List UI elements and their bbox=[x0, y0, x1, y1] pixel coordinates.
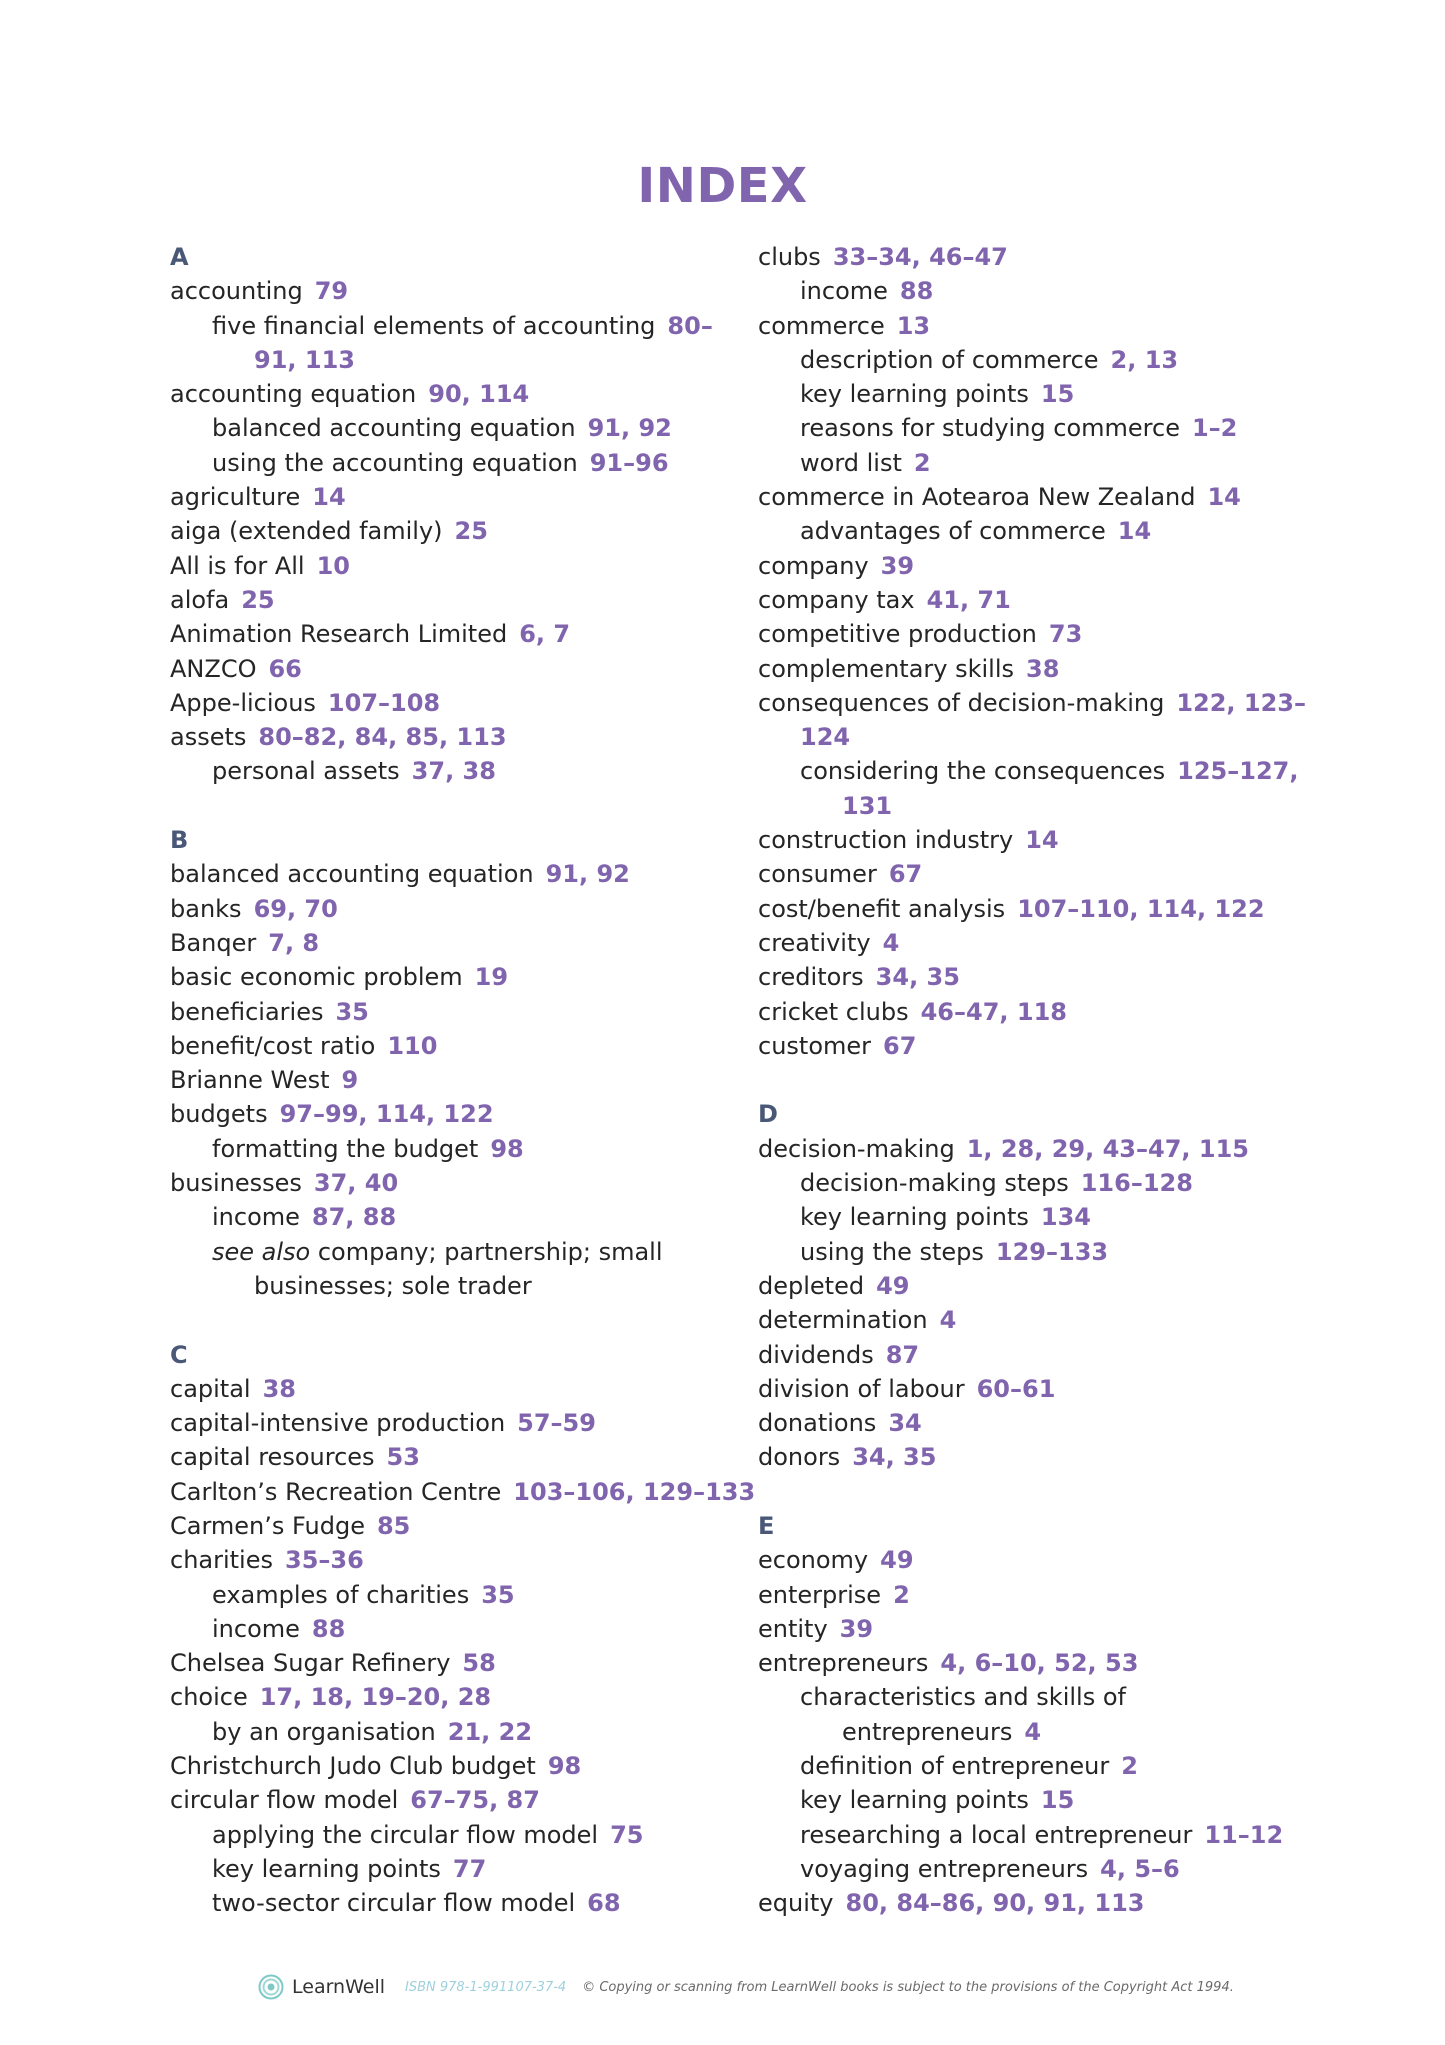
index-entry-pages: 80–82, 84, 85, 113 bbox=[258, 723, 507, 752]
index-entry bbox=[758, 343, 1318, 377]
index-entry-term: businesses bbox=[170, 1169, 302, 1198]
section-spacer bbox=[758, 1063, 1318, 1097]
index-entry-pages: 69, 70 bbox=[253, 894, 338, 923]
index-entry-term: businesses; sole trader bbox=[254, 1271, 532, 1300]
index-entry-continuation bbox=[758, 720, 1318, 754]
index-entry-term: word list bbox=[800, 448, 902, 477]
index-entry-pages: 19 bbox=[474, 963, 509, 992]
index-entry-term: cricket clubs bbox=[758, 997, 909, 1026]
index-entry bbox=[170, 1097, 740, 1131]
index-entry bbox=[758, 960, 1318, 994]
index-entry-term: balanced accounting equation bbox=[170, 860, 534, 889]
index-entry-term: balanced accounting equation bbox=[212, 414, 576, 443]
index-entry-pages: 34 bbox=[888, 1409, 922, 1438]
index-entry-pages: 34, 35 bbox=[852, 1443, 937, 1472]
index-entry bbox=[170, 1818, 740, 1852]
index-entry bbox=[170, 1852, 740, 1886]
page-title: INDEX bbox=[637, 158, 808, 214]
index-entry-pages: 2 bbox=[1121, 1752, 1138, 1781]
index-entry-term: decision-making bbox=[758, 1134, 955, 1163]
index-entry bbox=[170, 1680, 740, 1714]
index-entry-term: aiga (extended family) bbox=[170, 517, 443, 546]
index-entry-term: donors bbox=[758, 1443, 841, 1472]
index-entry bbox=[170, 1132, 740, 1166]
index-entry-pages: 35 bbox=[335, 997, 369, 1026]
section-spacer bbox=[170, 789, 740, 823]
index-entry-pages: 2 bbox=[893, 1580, 910, 1609]
index-entry-term: income bbox=[800, 277, 888, 306]
index-entry bbox=[758, 1578, 1318, 1612]
index-entry-pages: 125–127, bbox=[1177, 757, 1299, 786]
index-entry-term: assets bbox=[170, 723, 247, 752]
index-entry bbox=[758, 686, 1318, 720]
index-entry bbox=[170, 411, 740, 445]
index-entry bbox=[170, 583, 740, 617]
index-entry bbox=[758, 1269, 1318, 1303]
section-spacer bbox=[170, 1303, 740, 1337]
index-entry-term: Banqer bbox=[170, 928, 257, 957]
index-entry bbox=[758, 892, 1318, 926]
index-entry bbox=[758, 1818, 1318, 1852]
index-entry-pages: 21, 22 bbox=[447, 1717, 533, 1746]
index-entry-term: creditors bbox=[758, 963, 864, 992]
index-entry-pages: 25 bbox=[454, 517, 488, 546]
section-letter: A bbox=[170, 243, 189, 271]
index-entry-pages: 131 bbox=[842, 791, 893, 820]
index-entry-term: income bbox=[212, 1203, 300, 1232]
index-entry-pages: 80, 84–86, 90, 91, 113 bbox=[845, 1889, 1145, 1918]
index-entry-pages: 17, 18, 19–20, 28 bbox=[259, 1683, 492, 1712]
index-entry bbox=[170, 1200, 740, 1234]
index-entry-term: key learning points bbox=[800, 380, 1029, 409]
section-letter: D bbox=[758, 1100, 778, 1129]
index-entry-pages: 37, 38 bbox=[411, 757, 496, 786]
index-entry-term: Brianne West bbox=[170, 1066, 330, 1095]
index-entry-term: cost/benefit analysis bbox=[758, 894, 1006, 923]
index-entry bbox=[170, 1029, 740, 1063]
index-entry-term: Carmen’s Fudge bbox=[170, 1511, 365, 1540]
index-entry-term: consumer bbox=[758, 860, 877, 889]
index-entry bbox=[758, 549, 1318, 583]
index-entry-term: division of labour bbox=[758, 1374, 965, 1403]
index-entry-pages: 39 bbox=[839, 1614, 874, 1643]
index-entry-pages: 39 bbox=[880, 551, 915, 580]
index-entry-term: customer bbox=[758, 1031, 872, 1060]
index-entry bbox=[758, 411, 1318, 445]
index-entry-pages: 1, 28, 29, 43–47, 115 bbox=[966, 1134, 1249, 1163]
index-entry bbox=[758, 309, 1318, 343]
index-entry bbox=[758, 1406, 1318, 1440]
index-entry-pages: 49 bbox=[876, 1271, 910, 1300]
index-entry-term: determination bbox=[758, 1306, 928, 1335]
index-entry bbox=[170, 686, 740, 720]
index-entry-pages: 57–59 bbox=[517, 1409, 596, 1438]
index-entry bbox=[758, 1338, 1318, 1372]
index-entry-pages: 88 bbox=[311, 1614, 346, 1643]
index-entry bbox=[170, 1715, 740, 1749]
index-entry-pages: 85 bbox=[376, 1511, 411, 1540]
index-entry-term: Animation Research Limited bbox=[170, 620, 508, 649]
section-letter: C bbox=[170, 1340, 188, 1369]
index-entry-pages: 10 bbox=[316, 551, 350, 580]
index-entry-term: economy bbox=[758, 1546, 869, 1575]
index-entry-term: consequences of decision-making bbox=[758, 688, 1165, 717]
index-entry bbox=[170, 446, 740, 480]
index-entry-pages: 4 bbox=[882, 928, 900, 957]
index-entry-pages: 90, 114 bbox=[428, 380, 530, 409]
index-entry bbox=[758, 1680, 1318, 1714]
index-entry-pages: 38 bbox=[262, 1374, 296, 1403]
index-entry bbox=[170, 274, 740, 308]
index-entry bbox=[170, 1372, 740, 1406]
index-entry bbox=[758, 274, 1318, 308]
index-entry-pages: 4, 6–10, 52, 53 bbox=[940, 1649, 1139, 1678]
index-entry-pages: 49 bbox=[880, 1546, 914, 1575]
index-entry-term: equity bbox=[758, 1889, 834, 1918]
index-entry-pages: 116–128 bbox=[1080, 1169, 1193, 1198]
index-entry-term: benefit/cost ratio bbox=[170, 1031, 376, 1060]
page-footer bbox=[258, 1970, 1234, 2004]
index-entry-term: depleted bbox=[758, 1271, 865, 1300]
index-entry bbox=[170, 720, 740, 754]
index-entry-pages: 66 bbox=[268, 654, 302, 683]
index-entry-term: personal assets bbox=[212, 757, 400, 786]
index-entry-pages: 25 bbox=[241, 585, 275, 614]
index-entry-pages: 38 bbox=[1026, 654, 1060, 683]
index-entry-term: banks bbox=[170, 894, 242, 923]
index-entry-term: two-sector circular flow model bbox=[212, 1889, 576, 1918]
index-entry-term: key learning points bbox=[800, 1786, 1029, 1815]
index-entry-term: entrepreneurs bbox=[758, 1649, 929, 1678]
index-entry-pages: 2 bbox=[913, 448, 931, 477]
index-entry bbox=[758, 1749, 1318, 1783]
index-entry-pages: 6, 7 bbox=[519, 620, 571, 649]
index-entry bbox=[758, 583, 1318, 617]
index-entry bbox=[170, 1646, 740, 1680]
index-entry-term: commerce bbox=[758, 311, 885, 340]
index-entry bbox=[170, 1509, 740, 1543]
index-entry-pages: 15 bbox=[1040, 380, 1075, 409]
index-entry-term: company tax bbox=[758, 585, 915, 614]
index-column-left bbox=[170, 240, 756, 1921]
index-entry-term: income bbox=[212, 1614, 300, 1643]
index-entry-pages: 73 bbox=[1048, 620, 1083, 649]
index-entry bbox=[170, 309, 740, 343]
index-entry bbox=[170, 1063, 740, 1097]
index-entry bbox=[170, 1749, 740, 1783]
index-entry-pages: 46–47, 118 bbox=[920, 997, 1067, 1026]
copyright-text: © Copying or scanning from LearnWell books is subject to the provisions of the Copyright Act 1994. bbox=[582, 1979, 1234, 1995]
index-entry-term: company; partnership; small bbox=[310, 1237, 663, 1266]
index-entry-term: Chelsea Sugar Refinery bbox=[170, 1649, 451, 1678]
index-entry-term: company bbox=[758, 551, 869, 580]
index-entry-term: advantages of commerce bbox=[800, 517, 1106, 546]
section-letter: B bbox=[170, 826, 189, 855]
index-entry bbox=[170, 377, 740, 411]
index-entry-pages: 87, 88 bbox=[311, 1203, 397, 1232]
index-entry-term: accounting equation bbox=[170, 380, 417, 409]
index-entry-term: using the steps bbox=[800, 1237, 984, 1266]
index-entry bbox=[170, 960, 740, 994]
index-entry-pages: 34, 35 bbox=[875, 963, 960, 992]
index-entry-pages: 91–96 bbox=[589, 448, 669, 477]
index-entry bbox=[170, 514, 740, 548]
section-spacer bbox=[758, 1475, 1318, 1509]
index-entry-continuation bbox=[758, 789, 1318, 823]
index-entry-pages: 124 bbox=[800, 723, 851, 752]
index-entry-term: agriculture bbox=[170, 483, 301, 512]
index-entry-pages: 67–75, 87 bbox=[410, 1786, 540, 1815]
index-entry bbox=[758, 1612, 1318, 1646]
index-entry bbox=[170, 1166, 740, 1200]
index-entry-pages: 15 bbox=[1040, 1786, 1075, 1815]
index-entry-pages: 58 bbox=[462, 1649, 496, 1678]
index-entry bbox=[758, 1200, 1318, 1234]
index-entry-term: examples of charities bbox=[212, 1580, 470, 1609]
index-entry-pages: 129–133 bbox=[995, 1237, 1109, 1266]
index-entry-term: key learning points bbox=[800, 1203, 1029, 1232]
index-entry-term: complementary skills bbox=[758, 654, 1015, 683]
index-entry bbox=[170, 926, 740, 960]
index-entry bbox=[758, 1886, 1318, 1920]
index-entry-pages: 122, 123– bbox=[1176, 688, 1306, 717]
index-entry bbox=[170, 1783, 740, 1817]
index-entry-term: entrepreneurs bbox=[842, 1717, 1013, 1746]
index-entry bbox=[170, 1612, 740, 1646]
index-entry bbox=[170, 857, 740, 891]
index-entry-pages: 103–106, 129–133 bbox=[513, 1477, 756, 1506]
index-entry-term: Carlton’s Recreation Centre bbox=[170, 1477, 502, 1506]
index-entry-term: capital-intensive production bbox=[170, 1409, 506, 1438]
index-entry-pages: 1–2 bbox=[1191, 414, 1238, 443]
index-entry-term: ANZCO bbox=[170, 654, 257, 683]
index-entry bbox=[758, 1852, 1318, 1886]
index-entry bbox=[758, 1646, 1318, 1680]
index-entry-pages: 67 bbox=[888, 860, 923, 889]
index-entry-term: All is for All bbox=[170, 551, 305, 580]
index-entry-pages: 53 bbox=[386, 1443, 420, 1472]
index-entry-pages: 75 bbox=[610, 1820, 644, 1849]
index-entry-continuation bbox=[170, 343, 740, 377]
index-entry-term: Appe-licious bbox=[170, 688, 316, 717]
index-entry bbox=[758, 1715, 1318, 1749]
index-entry bbox=[758, 377, 1318, 411]
index-entry-pages: 97–99, 114, 122 bbox=[279, 1100, 494, 1129]
index-entry-pages: 91, 113 bbox=[254, 345, 355, 374]
index-entry-term: alofa bbox=[170, 585, 230, 614]
index-entry-pages: 80– bbox=[667, 311, 713, 340]
index-entry-term: researching a local entrepreneur bbox=[800, 1820, 1193, 1849]
index-entry bbox=[758, 857, 1318, 891]
index-entry-pages: 110 bbox=[387, 1031, 438, 1060]
index-entry bbox=[170, 1269, 740, 1303]
index-entry bbox=[758, 240, 1318, 274]
index-entry-term: entity bbox=[758, 1614, 828, 1643]
index-entry-pages: 33–34, 46–47 bbox=[832, 243, 1008, 271]
index-entry bbox=[170, 617, 740, 651]
index-entry-term: basic economic problem bbox=[170, 963, 463, 992]
index-entry-term: beneficiaries bbox=[170, 997, 324, 1026]
index-entry-term: construction industry bbox=[758, 826, 1014, 855]
index-entry-pages: 98 bbox=[490, 1134, 524, 1163]
index-entry bbox=[170, 995, 740, 1029]
index-entry-pages: 68 bbox=[587, 1889, 621, 1918]
index-entry-term: definition of entrepreneur bbox=[800, 1752, 1110, 1781]
index-entry bbox=[758, 1440, 1318, 1474]
index-entry-term: clubs bbox=[758, 243, 821, 271]
index-entry-pages: 7, 8 bbox=[268, 928, 320, 957]
index-cross-reference bbox=[170, 1235, 740, 1269]
index-entry bbox=[758, 1372, 1318, 1406]
index-entry-pages: 35–36 bbox=[285, 1546, 364, 1575]
index-entry-pages: 67 bbox=[883, 1031, 917, 1060]
index-entry-term: considering the consequences bbox=[800, 757, 1166, 786]
index-entry-term: capital resources bbox=[170, 1443, 375, 1472]
index-entry bbox=[170, 1578, 740, 1612]
index-entry-pages: 91, 92 bbox=[587, 414, 672, 443]
index-entry-pages: 4, 5–6 bbox=[1100, 1854, 1180, 1883]
index-entry-pages: 13 bbox=[896, 311, 931, 340]
index-entry-term: decision-making steps bbox=[800, 1169, 1069, 1198]
index-entry bbox=[170, 1475, 756, 1509]
learnwell-logo-icon bbox=[258, 1974, 284, 2000]
index-entry-term: charities bbox=[170, 1546, 273, 1575]
index-entry bbox=[170, 1543, 740, 1577]
index-entry bbox=[170, 892, 740, 926]
index-entry bbox=[758, 1303, 1318, 1337]
index-entry bbox=[758, 1543, 1318, 1577]
index-entry-pages: 2, 13 bbox=[1110, 345, 1179, 374]
isbn-text: ISBN 978-1-991107-37-4 bbox=[405, 1979, 567, 1995]
index-entry-term: Christchurch Judo Club budget bbox=[170, 1752, 536, 1781]
index-entry bbox=[758, 1029, 1318, 1063]
index-entry-term: creativity bbox=[758, 928, 871, 957]
index-entry-term: accounting bbox=[170, 277, 303, 306]
section-letter: E bbox=[758, 1511, 775, 1540]
index-entry-term: key learning points bbox=[212, 1854, 441, 1883]
index-entry bbox=[758, 995, 1318, 1029]
index-entry-term: applying the circular flow model bbox=[212, 1820, 599, 1849]
index-entry bbox=[758, 446, 1318, 480]
index-column-right bbox=[758, 240, 1318, 1921]
index-entry-pages: 35 bbox=[481, 1580, 515, 1609]
index-entry bbox=[758, 926, 1318, 960]
index-entry-term: characteristics and skills of bbox=[800, 1683, 1126, 1712]
index-entry-pages: 41, 71 bbox=[926, 585, 1011, 614]
index-entry-pages: 14 bbox=[1207, 483, 1241, 512]
index-entry-term: choice bbox=[170, 1683, 248, 1712]
index-entry bbox=[170, 1440, 740, 1474]
index-entry-pages: 77 bbox=[452, 1854, 487, 1883]
index-entry-term: reasons for studying commerce bbox=[800, 414, 1180, 443]
index-entry-term: dividends bbox=[758, 1340, 874, 1369]
index-entry-pages: 37, 40 bbox=[313, 1169, 399, 1198]
index-entry bbox=[758, 514, 1318, 548]
index-entry-pages: 91, 92 bbox=[545, 860, 630, 889]
index-entry bbox=[170, 1406, 740, 1440]
index-entry bbox=[758, 1235, 1318, 1269]
index-entry bbox=[170, 1886, 740, 1920]
index-entry bbox=[758, 823, 1318, 857]
index-entry-term: commerce in Aotearoa New Zealand bbox=[758, 483, 1196, 512]
index-entry-pages: 107–110, 114, 122 bbox=[1017, 894, 1265, 923]
index-entry-pages: 4 bbox=[1024, 1717, 1042, 1746]
index-entry-pages: 98 bbox=[547, 1752, 582, 1781]
index-entry-term: voyaging entrepreneurs bbox=[800, 1854, 1089, 1883]
index-entry bbox=[758, 754, 1318, 788]
index-entry-term: description of commerce bbox=[800, 345, 1099, 374]
index-entry-term: five financial elements of accounting bbox=[212, 311, 656, 340]
index-entry-pages: 134 bbox=[1040, 1203, 1091, 1232]
index-entry-term: by an organisation bbox=[212, 1717, 436, 1746]
index-entry-term: donations bbox=[758, 1409, 877, 1438]
index-entry-term: competitive production bbox=[758, 620, 1037, 649]
index-entry bbox=[758, 617, 1318, 651]
index-entry bbox=[170, 754, 740, 788]
index-entry-term: enterprise bbox=[758, 1580, 882, 1609]
index-entry bbox=[758, 1783, 1318, 1817]
index-entry-pages: 14 bbox=[312, 483, 346, 512]
index-entry bbox=[758, 480, 1318, 514]
index-entry-pages: 60–61 bbox=[976, 1374, 1056, 1403]
index-entry bbox=[170, 549, 740, 583]
index-entry-pages: 4 bbox=[939, 1306, 957, 1335]
index-entry-pages: 79 bbox=[314, 277, 349, 306]
index-entry bbox=[170, 652, 740, 686]
see-also-label: see also bbox=[212, 1237, 311, 1266]
index-entry-pages: 14 bbox=[1117, 517, 1152, 546]
index-entry bbox=[758, 1166, 1318, 1200]
index-entry bbox=[170, 480, 740, 514]
index-entry-term: using the accounting equation bbox=[212, 448, 578, 477]
index-entry bbox=[758, 1132, 1318, 1166]
index-entry-pages: 9 bbox=[341, 1066, 359, 1095]
index-entry-pages: 11–12 bbox=[1204, 1820, 1284, 1849]
index-entry-term: capital bbox=[170, 1374, 251, 1403]
index-entry-term: circular flow model bbox=[170, 1786, 399, 1815]
index-entry-pages: 87 bbox=[885, 1340, 920, 1369]
index-entry-pages: 107–108 bbox=[327, 688, 441, 717]
index-entry-pages: 14 bbox=[1025, 826, 1059, 855]
index-entry-pages: 88 bbox=[899, 277, 934, 306]
index-entry-term: budgets bbox=[170, 1100, 268, 1129]
brand-name: LearnWell bbox=[292, 1976, 386, 1998]
index-entry-term: formatting the budget bbox=[212, 1134, 479, 1163]
index-entry bbox=[758, 652, 1318, 686]
